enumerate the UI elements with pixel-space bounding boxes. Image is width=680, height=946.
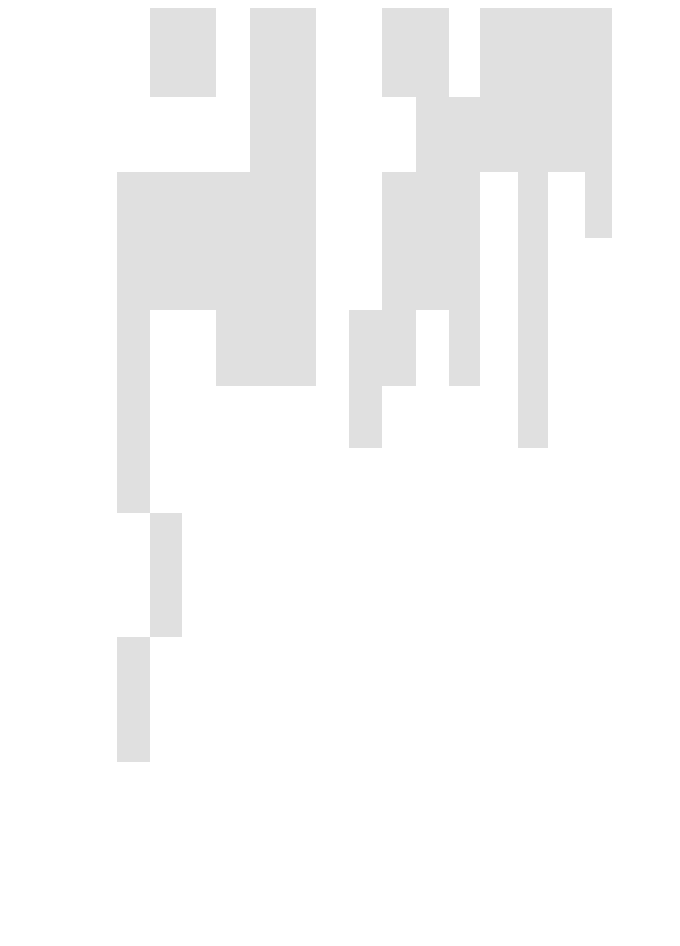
schedule-band [416,97,449,310]
schedule-band [518,8,548,448]
schedule-band [416,8,449,97]
schedule-band [216,172,250,386]
schedule-band [150,8,182,97]
schedule-band [585,8,612,238]
schedule-band [182,172,216,310]
schedule-band [150,172,182,310]
schedule-band [548,8,585,172]
schedule-band [250,8,316,172]
schedule-band [250,172,316,386]
schedule-band [382,172,416,386]
schedule-band [117,637,150,762]
schedule-band [480,8,518,172]
schedule-band [150,513,182,637]
schedule-band [449,172,480,386]
schedule-band [182,8,216,97]
schedule-band [449,97,480,172]
schedule-band [382,8,416,97]
immunization-schedule-table [117,8,612,762]
schedule-band [117,172,150,513]
schedule-band [349,310,382,448]
